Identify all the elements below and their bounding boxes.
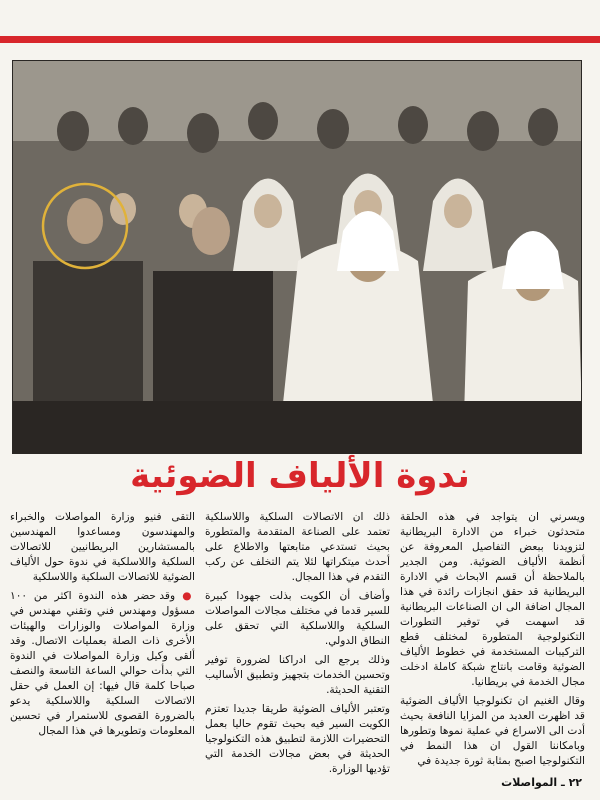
paragraph: وذلك يرجع الى ادراكنا لضرورة توفير وتحسين الخدمات بتجهيز وتطبيق الأساليب التقنية الحديثة. [205,654,390,696]
bullet-icon: ● [175,590,195,602]
top-red-rule [0,36,600,43]
paragraph: وقال الغنيم ان تكنولوجيا الألياف الضوئية قد اظهرت العديد من المزايا النافعة بحيث أدت الى الاسراع في عملية نموها وتطورها وبامكاننا القول ان هذا النمط في التكنولوجيا اصبح بمثابة ثورة جديدة في [400,695,585,767]
article-columns [10,510,585,775]
article-title: ندوة الألياف الضوئية [130,456,470,496]
paragraph: وأضاف أن الكويت بذلت جهودا كبيرة للسير قدما في مختلف مجالات المواصلات السلكية واللاسلكية التي تحقق على النطاق الدولي. [205,590,390,647]
paragraph-text: وقد حضر هذه الندوة اكثر من ١٠٠ مسؤول ومهندس فني وتقني مهندس في وزارة المواصلات والوزارات والهيئات الأخرى ذات الصلة بعمليات الاتصال. وقد ألقى وكيل وزارة المواصلات في الندوة التي بدأت حوالي الساعة التاسعة والنصف صباحا كلمة قال فيها: إن العمل في حقل الاتصالات السلكية واللاسلكية يدعو بالضرورة القصوى للاستمرار في تحسين المعلومات وتطويرها في هذا المجال [10,590,195,737]
photo-illustration [13,61,581,453]
paragraph: ويسرني ان يتواجد في هذه الحلقة متحدثون خبراء من الادارة البريطانية لتزويدنا ببعض التفاصيل المعروفة عن أنظمة الألياف الضوئية. ومن الجدير بالملاحظة أن قسم الابحاث في الادارة البريطانية قد حقق انجازات رائدة في هذا المجال اضافة الى ان الصناعات البريطانية قد اسهمت في توفير التطورات التكنولوجية المتطورة لمختلف قطع التركيبات المستخدمة في خطوط الألياف الضوئية وقامت بانتاج شبكة كاملة ادخلت مجال الخدمة في بريطانيا. [400,511,585,688]
column-3 [400,510,585,775]
paragraph [10,589,195,739]
page-footer: ٢٢ ـ المواصلات [501,776,582,789]
paragraph: التقى فنيو وزارة المواصلات والخبراء والمهندسون ومساعدوا المهندسين بالمستشارين البريطانيين للاتصالات السلكية واللاسلكية في ندوة حول الألياف الضوئية للاتصالات السلكية واللاسلكية [10,511,195,583]
paragraph: ذلك ان الاتصالات السلكية واللاسلكية تعتمد على الصناعة المتقدمة والمتطورة بحيث تستدعي متابعتها والاطلاع على أحدث ميتكراتها لئلا يتم التخلف عن ركب التقدم في هذا المجال. [205,511,390,583]
event-photo [12,60,582,454]
column-1 [10,510,195,775]
column-2 [205,510,390,775]
paragraph: وتعتبر الألياف الضوئية طريقا جديدا تعتزم الكويت السير فيه بحيث تقوم حاليا بعمل التحضيرات اللازمة لتطبيق هذه التكنولوجيا الحديثة في بعض مجالات الخدمة التي تؤديها الوزارة. [205,703,390,775]
